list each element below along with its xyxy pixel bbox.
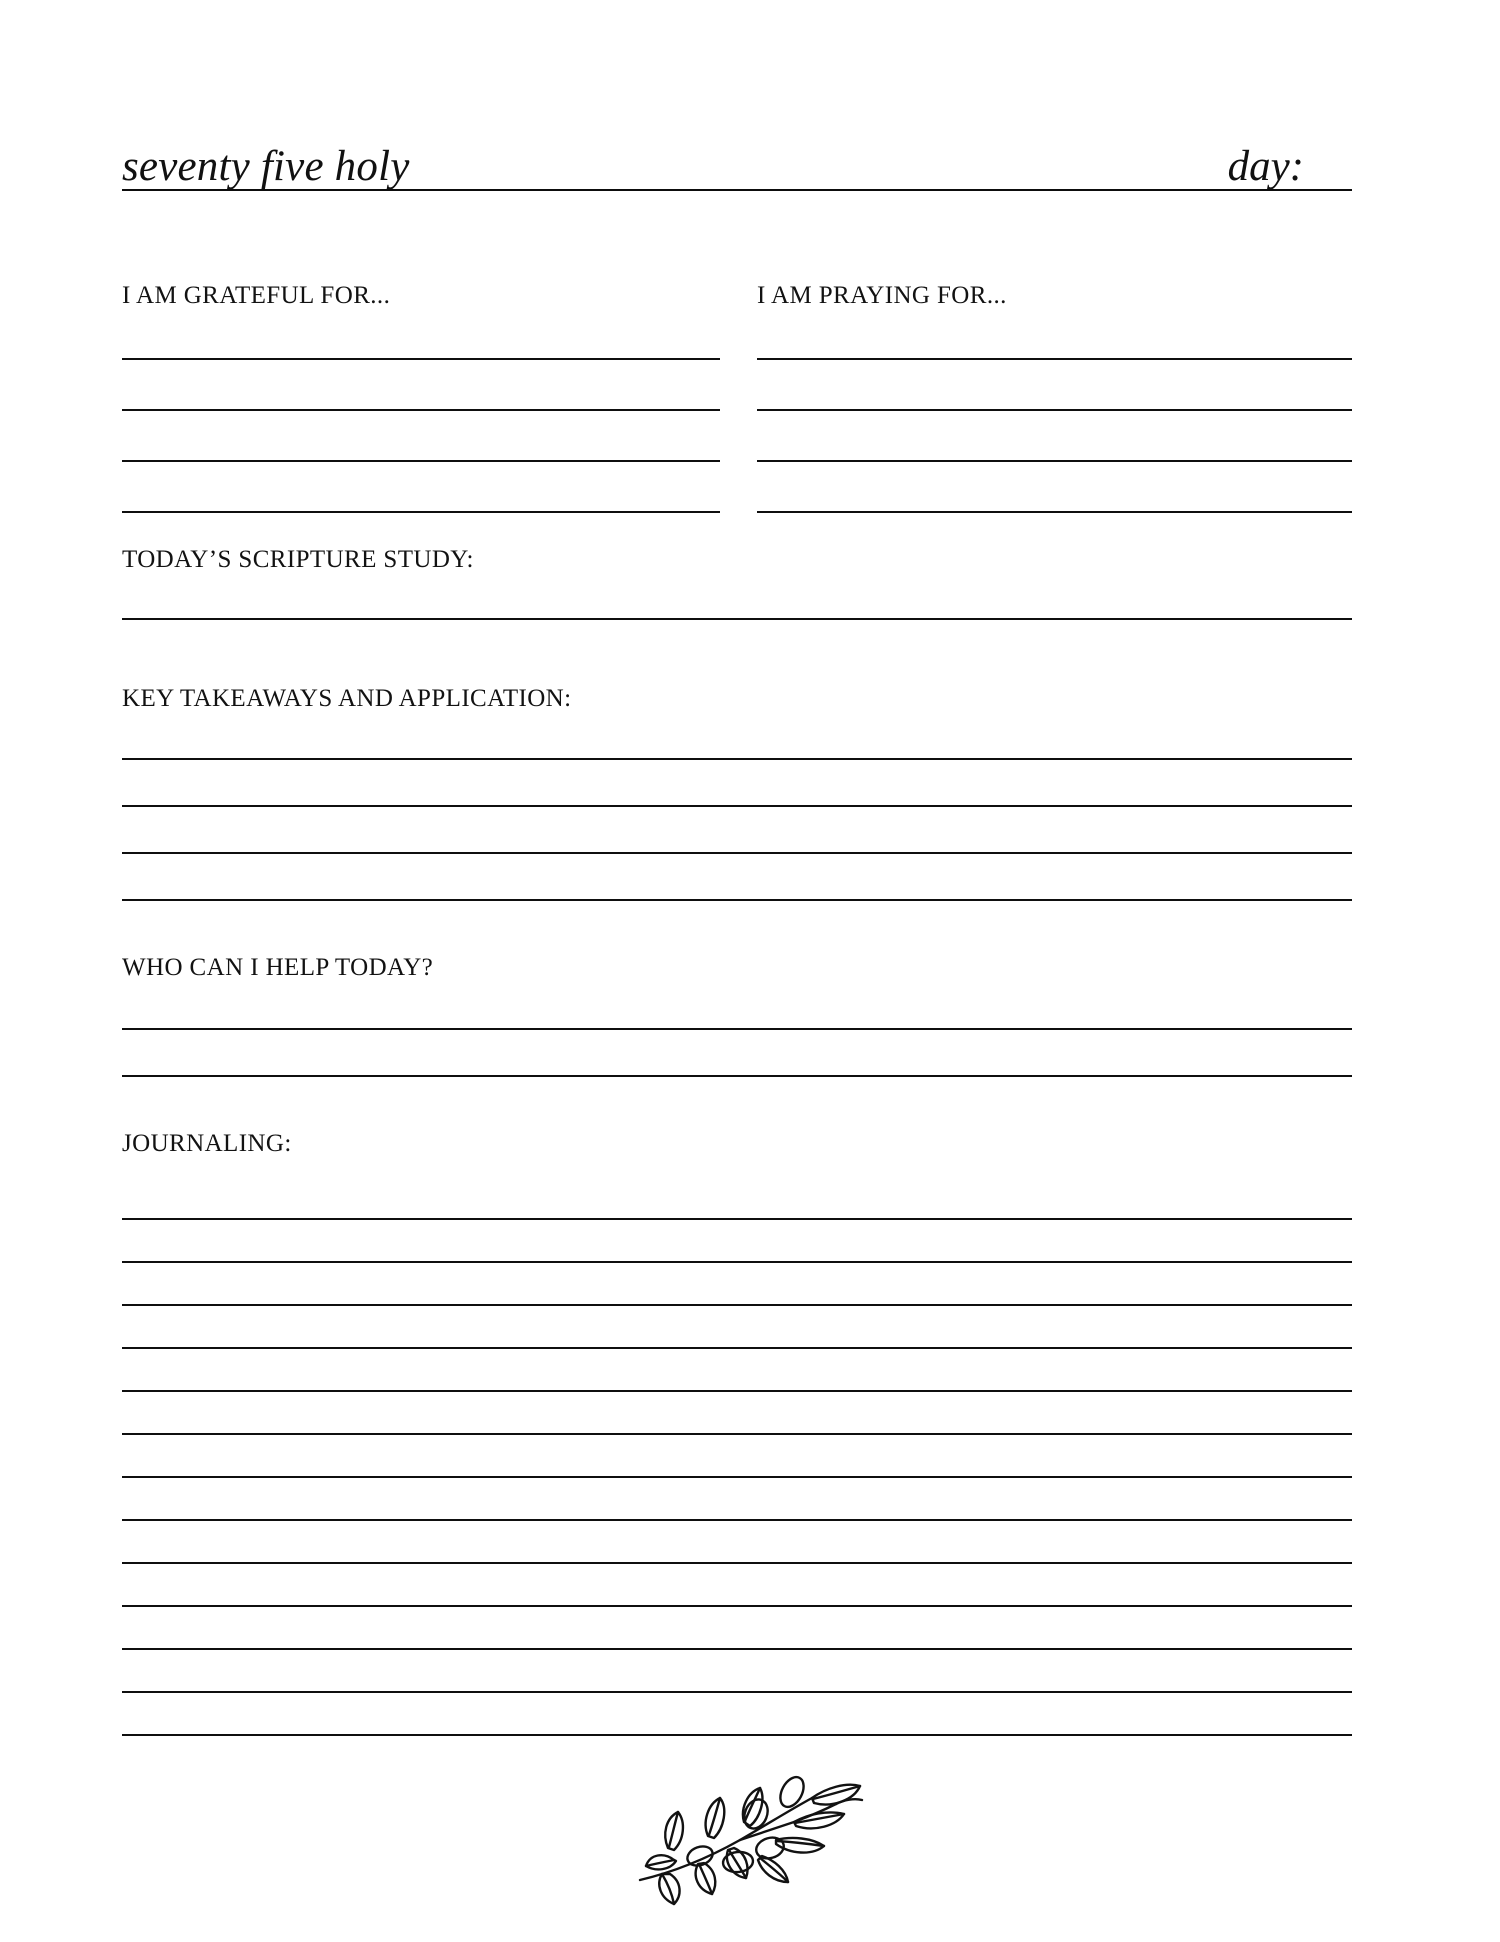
key-takeaways-write-line[interactable]	[122, 899, 1352, 901]
journaling-write-line[interactable]	[122, 1347, 1352, 1349]
praying-write-line[interactable]	[757, 511, 1352, 513]
praying-heading: I AM PRAYING FOR...	[757, 282, 1007, 309]
journaling-write-line[interactable]	[122, 1605, 1352, 1607]
journaling-write-line[interactable]	[122, 1433, 1352, 1435]
key-takeaways-write-line[interactable]	[122, 805, 1352, 807]
praying-write-line[interactable]	[757, 358, 1352, 360]
grateful-write-line[interactable]	[122, 409, 720, 411]
key-takeaways-write-line[interactable]	[122, 758, 1352, 760]
journaling-write-line[interactable]	[122, 1261, 1352, 1263]
who-can-i-help-write-line[interactable]	[122, 1075, 1352, 1077]
journaling-write-line[interactable]	[122, 1648, 1352, 1650]
praying-write-line[interactable]	[757, 409, 1352, 411]
grateful-heading: I AM GRATEFUL FOR...	[122, 282, 391, 309]
key-takeaways-write-line[interactable]	[122, 852, 1352, 854]
who-can-i-help-heading: WHO CAN I HELP TODAY?	[122, 954, 434, 981]
olive-branch-sprig-icon	[616, 1752, 884, 1920]
journaling-write-line[interactable]	[122, 1734, 1352, 1736]
journaling-write-line[interactable]	[122, 1519, 1352, 1521]
scripture-study-heading: TODAY’S SCRIPTURE STUDY:	[122, 546, 474, 573]
journaling-write-line[interactable]	[122, 1476, 1352, 1478]
page-header	[122, 98, 1352, 190]
grateful-write-line[interactable]	[122, 511, 720, 513]
grateful-write-line[interactable]	[122, 358, 720, 360]
journaling-write-line[interactable]	[122, 1691, 1352, 1693]
journaling-write-line[interactable]	[122, 1218, 1352, 1220]
journaling-write-line[interactable]	[122, 1390, 1352, 1392]
praying-write-line[interactable]	[757, 460, 1352, 462]
header-divider	[122, 189, 1352, 191]
who-can-i-help-write-line[interactable]	[122, 1028, 1352, 1030]
grateful-write-line[interactable]	[122, 460, 720, 462]
page-title: seventy five holy	[122, 143, 410, 190]
day-field-label[interactable]: day:	[1227, 143, 1304, 190]
journaling-write-line[interactable]	[122, 1562, 1352, 1564]
journaling-heading: JOURNALING:	[122, 1130, 292, 1157]
scripture-study-write-line[interactable]	[122, 618, 1352, 620]
journaling-write-line[interactable]	[122, 1304, 1352, 1306]
key-takeaways-heading: KEY TAKEAWAYS AND APPLICATION:	[122, 685, 572, 712]
